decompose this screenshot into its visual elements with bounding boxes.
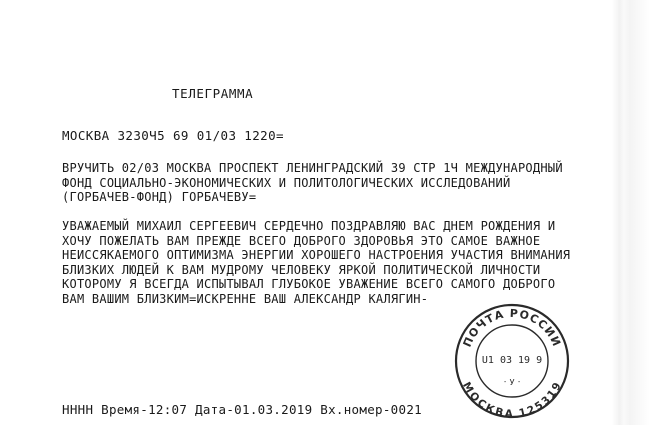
address-block — [62, 161, 563, 205]
postmark-dot-left: - — [503, 378, 508, 386]
address-line: ВРУЧИТЬ 02/03 МОСКВА ПРОСПЕКТ ЛЕНИНГРАДСКИЙ 39 СТР 1Ч МЕЖДУНАРОДНЫЙ — [62, 161, 563, 175]
message-line: БЛИЗКИХ ЛЮДЕЙ К ВАМ МУДРОМУ ЧЕЛОВЕКУ ЯРКОЙ ПОЛИТИЧЕСКОЙ ЛИЧНОСТИ — [62, 262, 541, 277]
address-line: (ГОРБАЧЕВ-ФОНД) ГОРБАЧЕВУ= — [62, 190, 257, 205]
telegram-heading: ТЕЛЕГРАММА — [172, 86, 254, 101]
message-line: УВАЖАЕМЫЙ МИХАИЛ СЕРГЕЕВИЧ СЕРДЕЧНО ПОЗДРАВЛЯЮ ВАС ДНЕМ РОЖДЕНИЯ И — [62, 219, 556, 233]
message-line: ВАМ ВАШИМ БЛИЗКИМ=ИСКРЕННЕ ВАШ АЛЕКСАНДР КАЛЯГИН- — [62, 291, 429, 306]
postmark-stamp — [453, 302, 571, 420]
message-line: ХОЧУ ПОЖЕЛАТЬ ВАМ ПРЕЖДЕ ВСЕГО ДОБРОГО ЗДОРОВЬЯ ЭТО САМОЕ ВАЖНОЕ — [62, 233, 541, 248]
address-line: ФОНД СОЦИАЛЬНО-ЭКОНОМИЧЕСКИХ И ПОЛИТОЛОГИЧЕСКИХ ИССЛЕДОВАНИЙ — [62, 175, 511, 190]
page-edge-shadow — [612, 0, 624, 425]
postmark-letter: У — [509, 378, 515, 387]
postmark-top-text: ПОЧТА РОССИИ — [460, 306, 564, 349]
postmark-dot-right: - — [517, 378, 522, 386]
postmark-date: U1 03 19 9 — [481, 355, 543, 366]
message-line: НЕИССЯКАЕМОГО ОПТИМИЗМА ЭНЕРГИИ ХОРОШЕГО НАСТРОЕНИЯ УЧАСТИЯ ВНИМАНИЯ — [62, 248, 571, 263]
service-line: МОСКВА 3230Ч5 69 01/03 1220= — [62, 128, 284, 143]
message-line: КОТОРОМУ Я ВСЕГДА ИСПЫТЫВАЛ ГЛУБОКОЕ УВАЖЕНИЕ ВСЕГО САМОГО ДОБРОГО — [62, 277, 556, 292]
message-block — [62, 219, 570, 307]
footer-line: НННН Время-12:07 Дата-01.03.2019 Вх.номер-0021 — [62, 402, 422, 417]
postmark-bottom-text: МОСКВА 125319 — [459, 380, 565, 420]
